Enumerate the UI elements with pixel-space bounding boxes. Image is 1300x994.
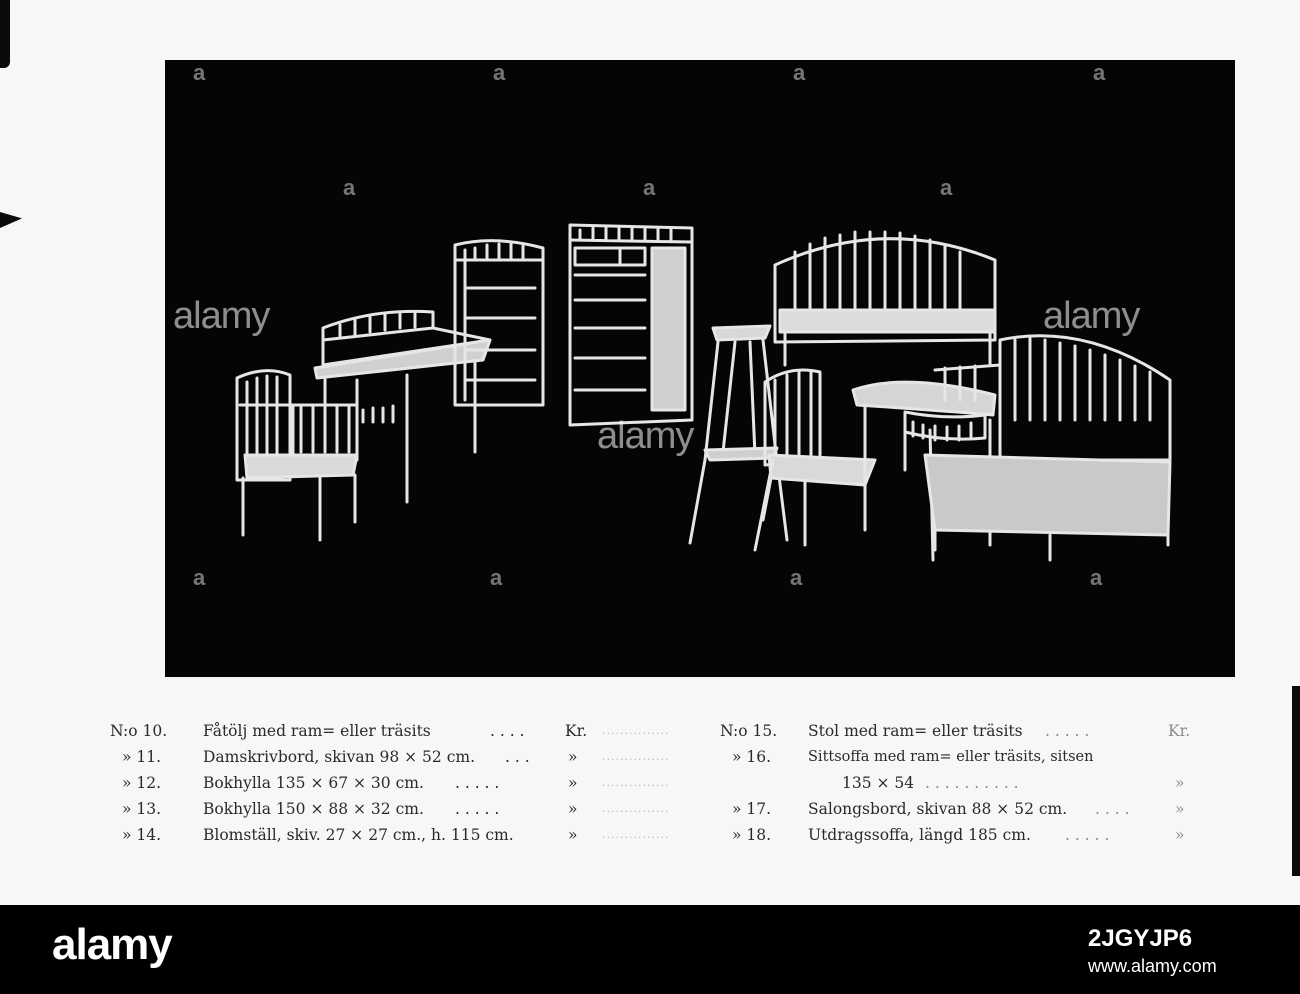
item-leader: . . . . . [455,774,500,792]
caption-row [110,718,680,744]
item-text: Damskrivbord, skivan 98 × 52 cm. [203,748,476,766]
watermark-left: alamy [173,295,270,337]
bookshelf-large [570,225,692,425]
caption-row [720,718,1200,744]
settee [775,232,995,365]
price-blank: ............... [602,750,670,763]
item-currency: » [568,800,578,818]
watermark-glyph: a [643,175,656,200]
item-currency: » [568,748,578,766]
watermark-glyph: a [1090,565,1103,590]
image-id: 2JGYJP6 [1088,925,1193,952]
item-number: » 17. [732,800,772,818]
caption-row [110,822,680,848]
item-leader: . . . [505,748,530,766]
watermark-glyph: a [1093,60,1106,85]
film-edge-mark-top [0,0,10,68]
caption-row [720,796,1200,822]
item-leader: . . . . . [455,800,500,818]
item-currency: » [1175,826,1185,844]
item-text: Stol med ram= eller träsits [808,722,1023,740]
film-edge-mark-right [1292,686,1300,876]
caption-row [110,744,680,770]
alamy-logo[interactable]: alamy [52,920,172,969]
item-text: Utdragssoffa, längd 185 cm. [808,826,1031,844]
film-edge-mark-notch [0,212,22,228]
watermark-right: alamy [1043,295,1140,337]
item-number: » 16. [732,748,772,766]
item-leader: . . . . [490,722,525,740]
item-number: » 13. [122,800,162,818]
price-blank: ............... [602,776,670,789]
item-number: » 18. [732,826,772,844]
caption-row [720,822,1200,848]
item-leader: . . . . . . . . . . [925,774,1019,792]
item-number: » 14. [122,826,162,844]
item-text: Sittsoffa med ram= eller träsits, sitsen [808,749,1094,765]
item-leader: . . . . . [1045,722,1090,740]
item-text: Bokhylla 150 × 88 × 32 cm. [203,800,424,818]
furniture-photograph [165,60,1235,677]
item-currency: » [1175,774,1185,792]
item-number: N:o 10. [110,722,168,740]
item-text: Bokhylla 135 × 67 × 30 cm. [203,774,424,792]
item-leader: . . . . [1095,800,1130,818]
item-currency: » [1175,800,1185,818]
price-blank: ............... [602,828,670,841]
item-text: Fåtölj med ram= eller träsits [203,722,431,740]
item-text: 135 × 54 [842,774,915,792]
watermark-glyph: a [493,60,506,85]
item-text: Blomställ, skiv. 27 × 27 cm., h. 115 cm. [203,826,514,844]
caption-left [110,718,680,848]
item-leader: . . . . . [1065,826,1110,844]
watermark-glyph: a [490,565,503,590]
item-currency: » [568,826,578,844]
site-url[interactable]: www.alamy.com [1088,956,1217,976]
furniture-illustration [165,60,1235,677]
watermark-glyph: a [343,175,356,200]
item-currency: » [568,774,578,792]
caption-row [110,770,680,796]
watermark-glyph: a [193,60,206,85]
price-blank: ............... [602,724,670,737]
caption-row [110,796,680,822]
watermark-glyph: a [940,175,953,200]
item-currency: Kr. [1168,722,1191,740]
item-text: Salongsbord, skivan 88 × 52 cm. [808,800,1068,818]
watermark-glyph: a [793,60,806,85]
caption-row [720,770,1200,796]
watermark-glyph: a [790,565,803,590]
item-number: N:o 15. [720,722,778,740]
flower-stand [690,326,787,543]
watermark-glyph: a [193,565,206,590]
caption-right [720,718,1200,848]
bookshelf-small [455,241,543,405]
item-number: » 12. [122,774,162,792]
item-currency: Kr. [565,722,588,740]
watermark-center: alamy [597,415,694,457]
extending-sofa [925,336,1170,560]
armchair [237,371,357,540]
price-blank: ............... [602,802,670,815]
caption-row [720,744,1200,770]
item-number: » 11. [122,748,162,766]
